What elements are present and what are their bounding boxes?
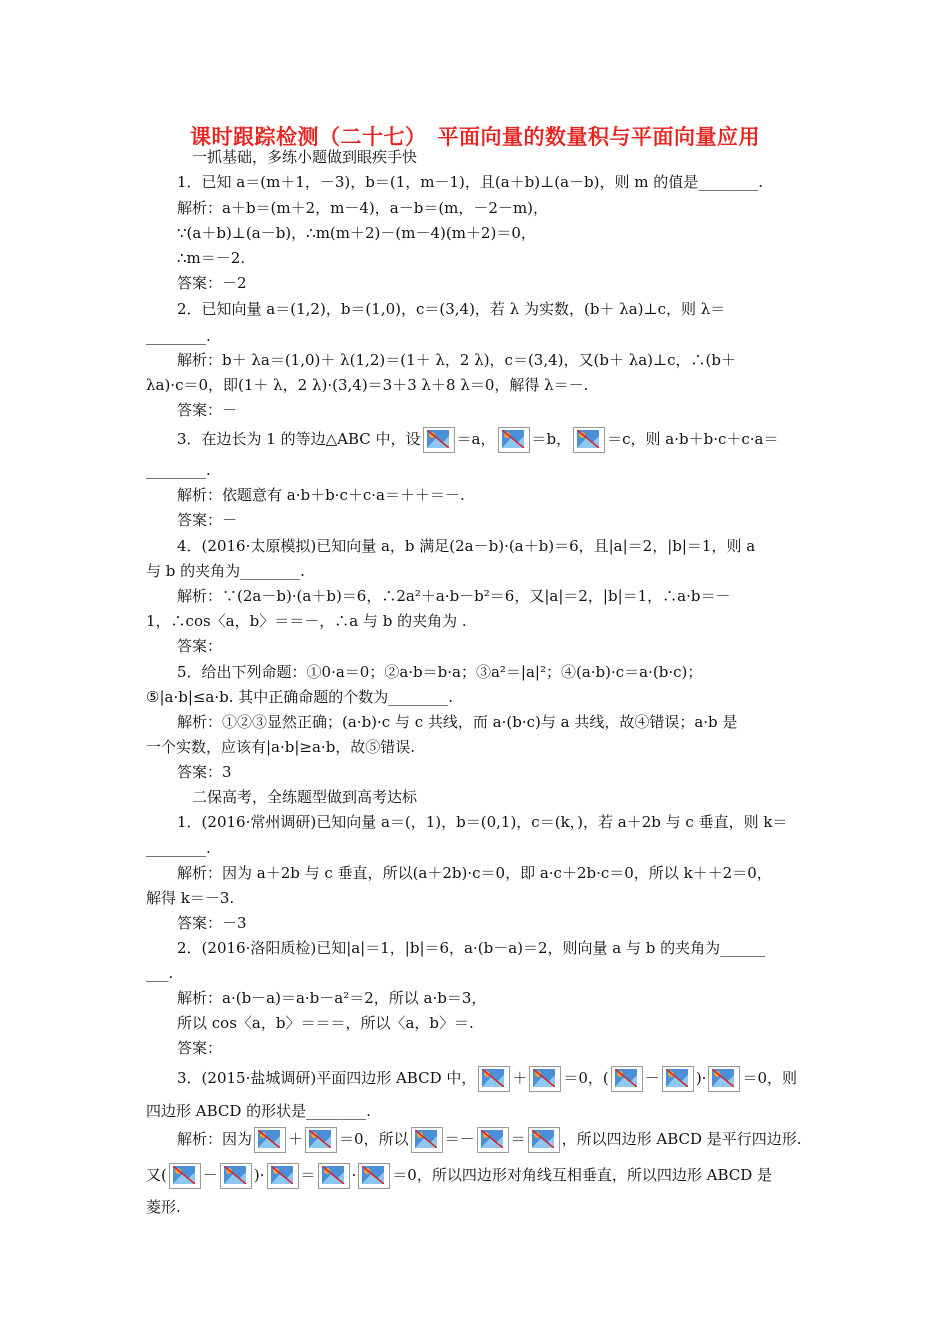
q5-solution-line: 一个实数，应该有|a·b|≥a·b，故⑤错误. xyxy=(146,738,416,756)
broken-image-icon xyxy=(529,1066,561,1092)
p1-solution-line: 解析：因为 a＋2b 与 c 垂直，所以(a＋2b)·c＝0，即 a·c＋2b·c＝0，所以 k＋＋2＝0， xyxy=(177,864,772,882)
p2-answer: 答案： xyxy=(177,1039,223,1057)
broken-image-icon xyxy=(498,427,530,453)
broken-image-icon xyxy=(318,1163,350,1189)
section-heading-2: 二保高考，全练题型做到高考达标 xyxy=(192,788,418,806)
p3-solution-line: 解析：因为 ＋ ＝0，所以 ＝－ ＝ ，所以四边形 ABCD 是平行四边形. xyxy=(177,1127,802,1153)
q5-stem-cont: ⑤|a·b|≤a·b. 其中正确命题的个数为________. xyxy=(146,688,454,706)
broken-image-icon xyxy=(254,1127,286,1153)
q5-answer: 答案：3 xyxy=(177,763,232,781)
p3-solution-line: 又( － )· ＝ · ＝0，所以四边形对角线互相垂直，所以四边形 ABCD 是 xyxy=(146,1163,772,1189)
broken-image-icon xyxy=(358,1163,390,1189)
p3-stem-cont: 四边形 ABCD 的形状是________. xyxy=(146,1102,371,1120)
broken-image-icon xyxy=(528,1127,560,1153)
q4-answer: 答案： xyxy=(177,637,223,655)
p3-stem: 3．(2015·盐城调研)平面四边形 ABCD 中， ＋ ＝0，( － )· ＝0，则 xyxy=(177,1066,797,1092)
p1-stem: 1．(2016·常州调研)已知向量 a＝(，1)，b＝(0,1)，c＝(k，)，若 a＋2b 与 c 垂直，则 k＝ xyxy=(177,813,788,831)
p2-solution-line: 解析：a·(b－a)＝a·b－a²＝2，所以 a·b＝3， xyxy=(177,989,487,1007)
q2-solution-line: 解析：b＋ λa＝(1,0)＋ λ(1,2)＝(1＋ λ，2 λ)，c＝(3,4)，又(b＋ λa)⊥c，∴(b＋ xyxy=(177,351,737,369)
q1-answer: 答案：－2 xyxy=(177,274,247,292)
broken-image-icon xyxy=(220,1163,252,1189)
p3-solution-line: 菱形. xyxy=(146,1198,181,1216)
p2-solution-line: 所以 cos〈a，b〉＝＝＝，所以〈a，b〉＝. xyxy=(177,1014,474,1032)
q5-solution-line: 解析：①②③显然正确；(a·b)·c 与 c 共线，而 a·(b·c)与 a 共线，故④错误；a·b 是 xyxy=(177,713,738,731)
q4-stem: 4．(2016·太原模拟)已知向量 a，b 满足(2a－b)·(a＋b)＝6，且|a|＝2，|b|＝1，则 a xyxy=(177,537,756,555)
p2-stem-cont: ___. xyxy=(146,964,174,982)
p1-answer: 答案：－3 xyxy=(177,914,247,932)
p2-stem: 2．(2016·洛阳质检)已知|a|＝1，|b|＝6，a·(b－a)＝2，则向量 a 与 b 的夹角为______ xyxy=(177,939,766,957)
q3-stem-cont: ________. xyxy=(146,461,211,479)
q3-solution-line: 解析：依题意有 a·b＋b·c＋c·a＝＋＋＝－. xyxy=(177,486,465,504)
q1-stem: 1．已知 a＝(m＋1，－3)，b＝(1，m－1)，且(a＋b)⊥(a－b)，则 m 的值是________. xyxy=(177,173,764,191)
broken-image-icon xyxy=(267,1163,299,1189)
p1-stem-cont: ________. xyxy=(146,839,211,857)
broken-image-icon xyxy=(305,1127,337,1153)
p1-solution-line: 解得 k＝－3. xyxy=(146,889,235,907)
broken-image-icon xyxy=(611,1066,643,1092)
q2-stem-cont: ________. xyxy=(146,327,211,345)
q4-solution-line: 解析：∵(2a－b)·(a＋b)＝6，∴2a²＋a·b－b²＝6，又|a|＝2，|b|＝1，∴a·b＝－ xyxy=(177,587,731,605)
q3-stem: 3．在边长为 1 的等边△ABC 中，设 ＝a， ＝b， ＝c，则 a·b＋b·c＋c·a＝ xyxy=(177,427,778,453)
q1-solution-line: ∴m＝－2. xyxy=(177,249,246,267)
q1-solution-line: 解析：a＋b＝(m＋2，m－4)，a－b＝(m，－2－m)， xyxy=(177,199,549,217)
q2-stem: 2．已知向量 a＝(1,2)，b＝(1,0)，c＝(3,4)，若 λ 为实数，(b＋ λa)⊥c，则 λ＝ xyxy=(177,300,726,318)
broken-image-icon xyxy=(478,1066,510,1092)
page-title: 课时跟踪检测（二十七） 平面向量的数量积与平面向量应用 xyxy=(190,125,760,149)
q1-solution-line: ∵(a＋b)⊥(a－b)，∴m(m＋2)－(m－4)(m＋2)＝0， xyxy=(177,224,536,242)
q4-solution-line: 1，∴cos〈a，b〉＝＝－，∴a 与 b 的夹角为 . xyxy=(146,612,467,630)
broken-image-icon xyxy=(477,1127,509,1153)
section-heading-1: 一抓基础，多练小题做到眼疾手快 xyxy=(192,148,418,166)
broken-image-icon xyxy=(411,1127,443,1153)
q2-answer: 答案：－ xyxy=(177,401,238,419)
q4-stem-cont: 与 b 的夹角为________. xyxy=(146,562,305,580)
broken-image-icon xyxy=(423,427,455,453)
broken-image-icon xyxy=(573,427,605,453)
broken-image-icon xyxy=(662,1066,694,1092)
q3-answer: 答案：－ xyxy=(177,511,238,529)
q5-stem: 5．给出下列命题：①0·a＝0；②a·b＝b·a；③a²＝|a|²；④(a·b)·c＝a·(b·c)； xyxy=(177,663,703,681)
broken-image-icon xyxy=(169,1163,201,1189)
broken-image-icon xyxy=(708,1066,740,1092)
q2-solution-line: λa)·c＝0，即(1＋ λ，2 λ)·(3,4)＝3＋3 λ＋8 λ＝0，解得 λ＝－. xyxy=(146,376,589,394)
